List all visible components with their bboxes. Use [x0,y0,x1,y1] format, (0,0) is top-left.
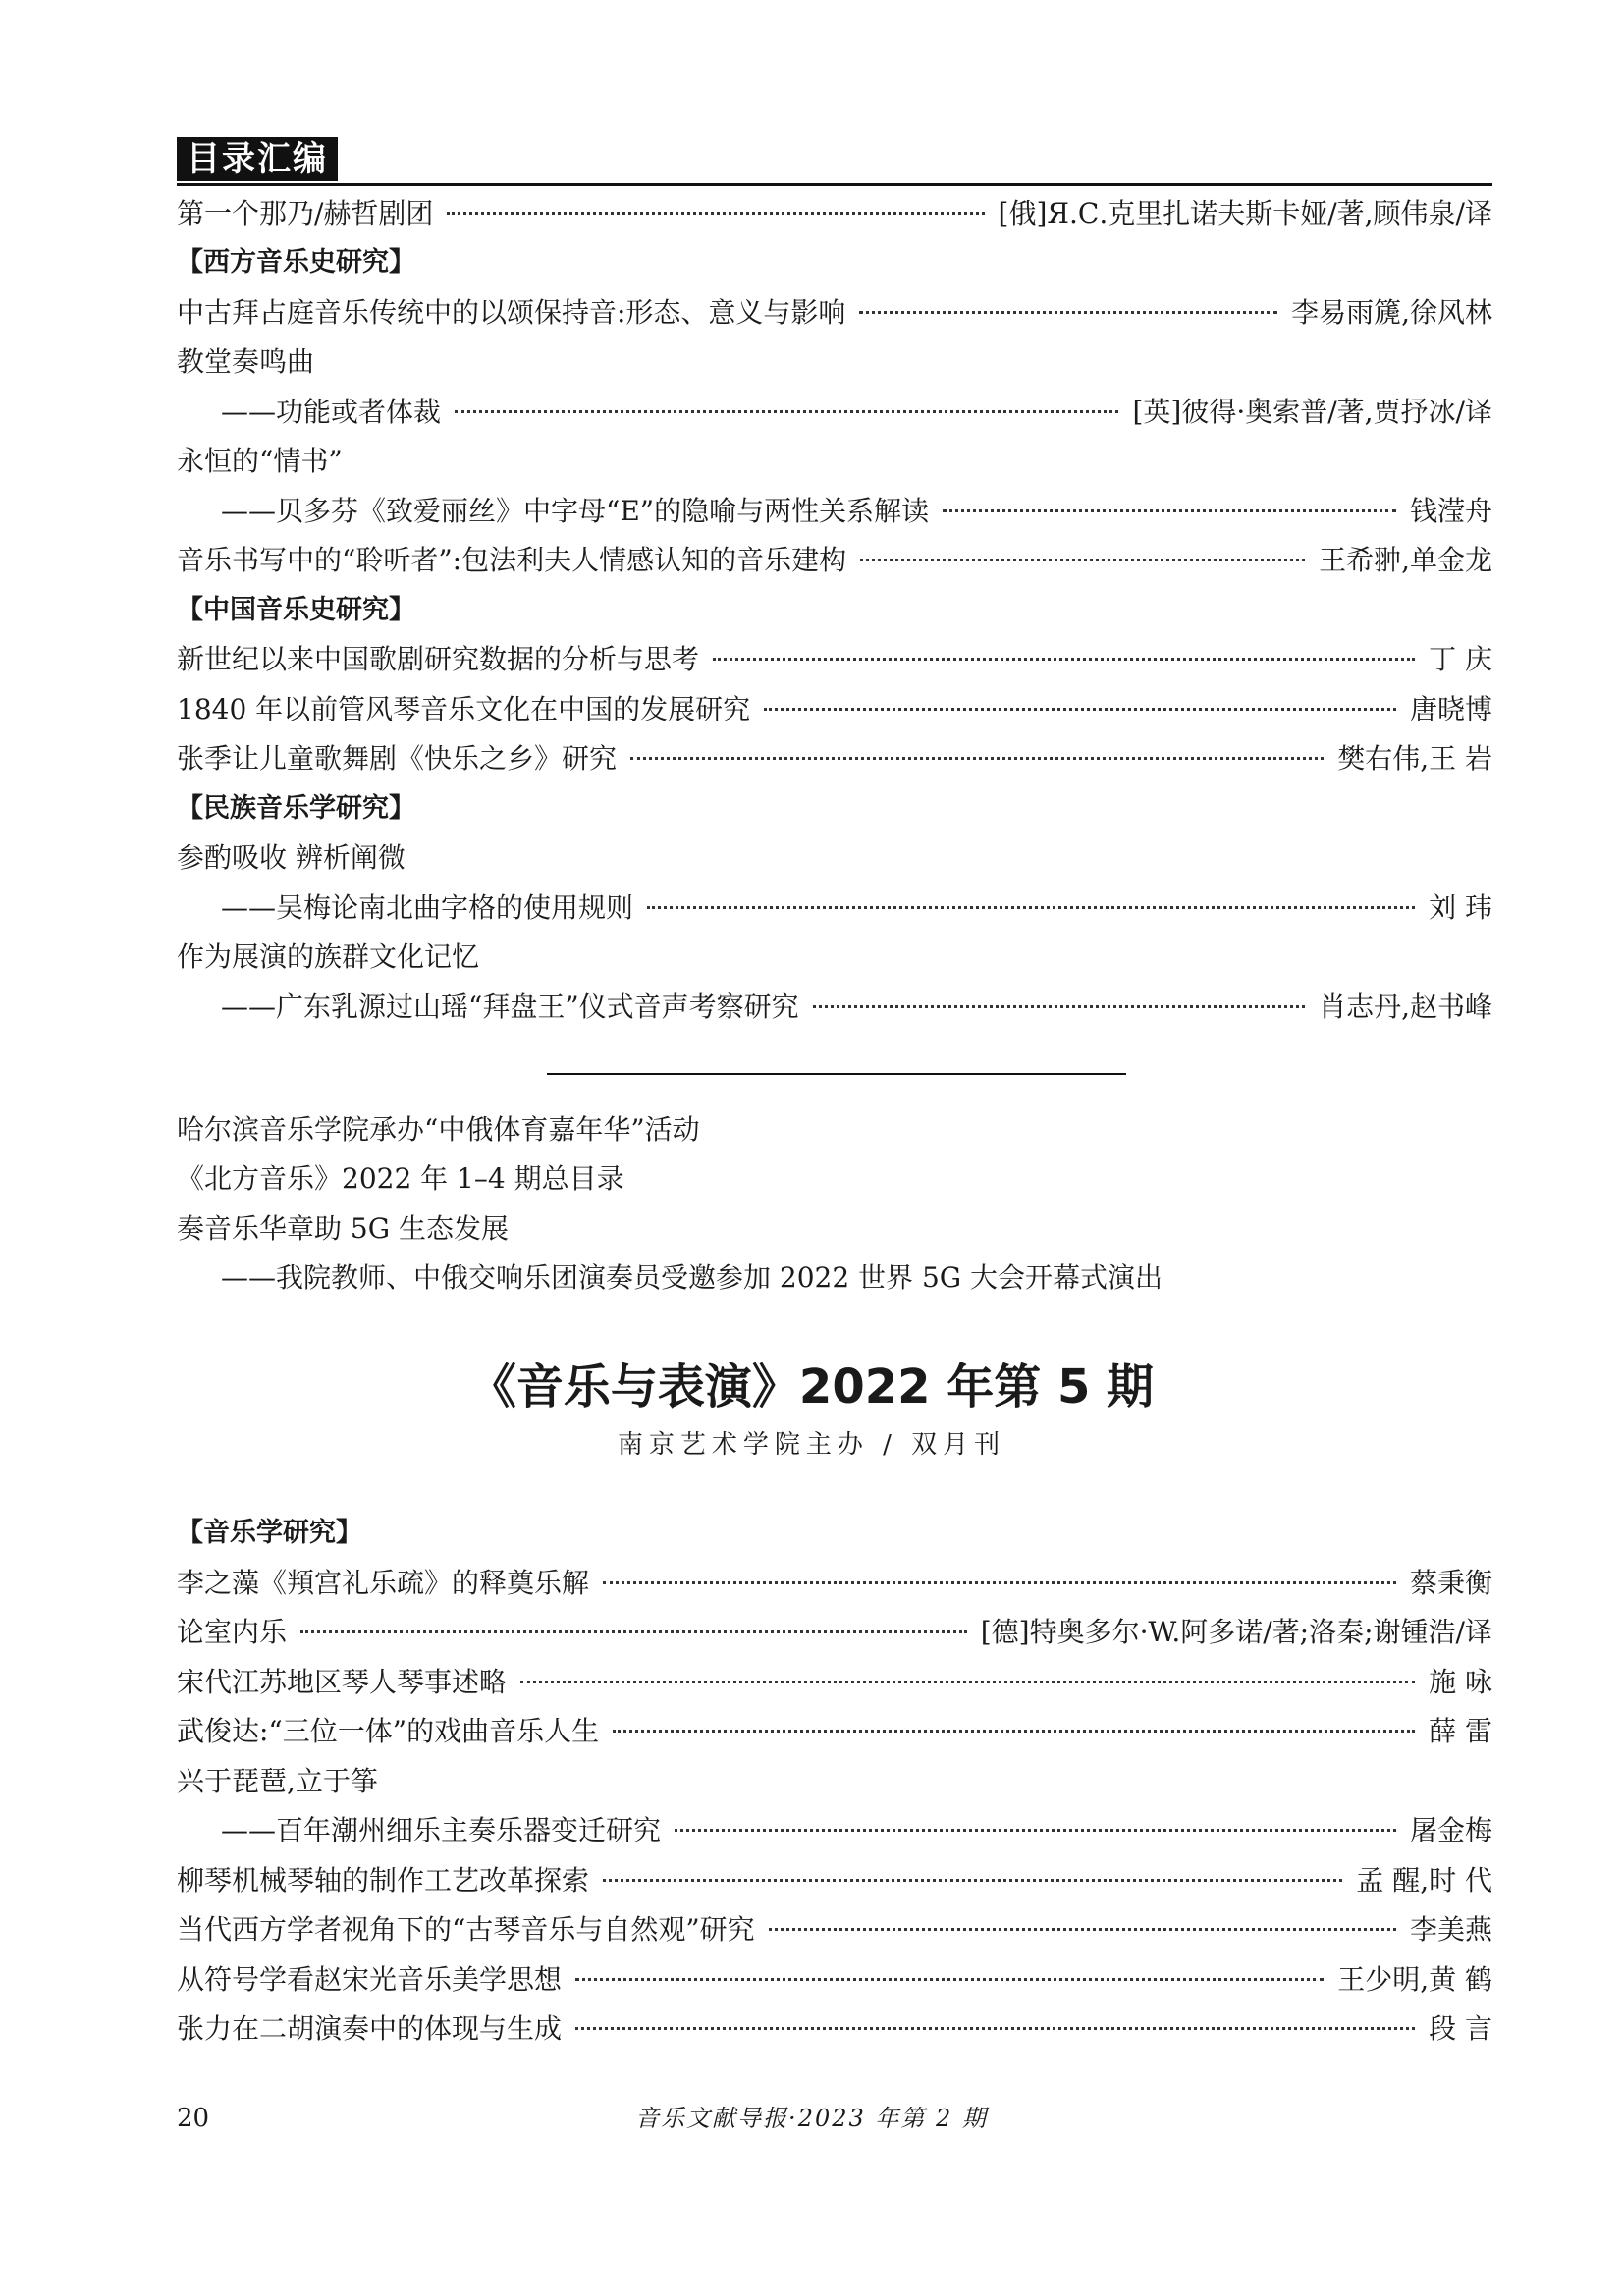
entry-title: 1840 年以前管风琴音乐文化在中国的发展研究 [177,693,751,725]
entry-author: 丁 庆 [1429,643,1492,675]
divider-rule [547,1073,1126,1075]
toc-entry [177,635,1492,684]
dot-leader [764,708,1396,711]
entry-title: 新世纪以来中国歌剧研究数据的分析与思考 [177,643,700,675]
toc-entry [177,189,1492,239]
entry-main-title: 参酌吸收 辨析阐微 [177,841,406,874]
toc-entry-subtitle [221,883,1492,933]
entry-title: 李之藻《頖宫礼乐疏》的释奠乐解 [177,1567,590,1599]
entry-title: 从符号学看赵宋光音乐美学思想 [177,1963,563,1996]
dot-leader [813,1005,1305,1008]
dot-leader [447,212,984,215]
entry-author: 薛 雷 [1429,1715,1492,1747]
entry-title: 第一个那乃/赫哲剧团 [177,197,434,230]
toc-entry-subtitle [221,983,1492,1032]
toc-entry [177,536,1492,585]
entry-title: 当代西方学者视角下的“古琴音乐与自然观”研究 [177,1913,755,1946]
toc-entry [177,2004,1492,2054]
toc-entry-subtitle [221,388,1492,437]
toc-entry [177,1559,1492,1608]
note-line: 奏音乐华章助 5G 生态发展 [177,1212,509,1245]
section-heading: 【西方音乐史研究】 [177,247,415,278]
dot-leader [713,658,1415,661]
dot-leader [603,1879,1342,1882]
entry-title: ——百年潮州细乐主奏乐器变迁研究 [221,1814,662,1846]
entry-title: ——吴梅论南北曲字格的使用规则 [221,891,634,924]
entry-author: 樊右伟,王 岩 [1337,742,1492,774]
page-number: 20 [177,2104,210,2133]
entry-title: ——贝多芬《致爱丽丝》中字母“E”的隐喻与两性关系解读 [221,495,930,527]
section-heading: 【音乐学研究】 [177,1518,362,1548]
entry-title: 音乐书写中的“聆听者”:包法利夫人情感认知的音乐建构 [177,544,847,576]
toc-entry [177,685,1492,734]
entry-author: 刘 玮 [1429,891,1492,924]
dot-leader [769,1928,1396,1931]
toc-entry [177,1856,1492,1905]
section-heading: 【民族音乐学研究】 [177,793,415,824]
entry-author: 蔡秉衡 [1409,1567,1492,1599]
entry-author: 王希翀,单金龙 [1319,544,1492,576]
toc-entry-subtitle [221,1806,1492,1855]
journal-footer: 音乐文献导报·2023 年第 2 期 [635,2105,988,2132]
dot-leader [613,1730,1415,1733]
dot-leader [455,410,1118,413]
entry-author: 钱滢舟 [1409,495,1492,527]
dot-leader [300,1630,967,1633]
note-line: ——我院教师、中俄交响乐团演奏员受邀参加 2022 世界 5G 大会开幕式演出 [221,1261,1163,1294]
entry-author: 屠金梅 [1409,1814,1492,1846]
dot-leader [630,757,1324,760]
dot-leader [943,509,1396,512]
dot-leader [603,1581,1396,1584]
entry-title: 柳琴机械琴轴的制作工艺改革探索 [177,1864,590,1896]
entry-main-title: 教堂奏鸣曲 [177,346,315,378]
entry-title: 宋代江苏地区琴人琴事述略 [177,1666,508,1698]
dot-leader [860,559,1305,561]
note-line: 《北方音乐》2022 年 1–4 期总目录 [177,1162,624,1195]
entry-main-title: 作为展演的族群文化记忆 [177,940,480,973]
entry-author: 李易雨篪,徐风林 [1291,296,1492,329]
entry-title: 张季让儿童歌舞剧《快乐之乡》研究 [177,742,618,774]
entry-main-title: 永恒的“情书” [177,445,343,477]
entry-author: 施 咏 [1429,1666,1492,1698]
entry-author: 段 言 [1429,2012,1492,2045]
dot-leader [575,1978,1324,1981]
entry-author: 王少明,黄 鹤 [1337,1963,1492,1996]
entry-author: [德]特奥多尔·W.阿多诺/著;洛秦;谢锺浩/译 [980,1616,1492,1648]
entry-title: ——功能或者体裁 [221,396,442,428]
toc-entry [177,1608,1492,1657]
toc-entry [177,734,1492,783]
entry-title: 论室内乐 [177,1616,288,1648]
dot-leader [575,2027,1415,2030]
header-rule [177,183,1492,186]
dot-leader [520,1681,1415,1683]
magazine-title: 《音乐与表演》2022 年第 5 期 [468,1360,1155,1415]
entry-main-title: 兴于琵琶,立于筝 [177,1765,378,1797]
dot-leader [675,1829,1396,1832]
entry-title: ——广东乳源过山瑶“拜盘王”仪式音声考察研究 [221,990,799,1023]
dot-leader [647,906,1415,909]
entry-author: 唐晓博 [1409,693,1492,725]
toc-entry [177,1658,1492,1707]
entry-author: 李美燕 [1409,1913,1492,1946]
note-line: 哈尔滨音乐学院承办“中俄体育嘉年华”活动 [177,1113,700,1146]
entry-title: 中古拜占庭音乐传统中的以颂保持音:形态、意义与影响 [177,296,846,329]
entry-title: 张力在二胡演奏中的体现与生成 [177,2012,563,2045]
toc-entry [177,1707,1492,1756]
entry-author: [俄]Я.С.克里扎诺夫斯卡娅/著,顾伟泉/译 [998,197,1492,230]
entry-author: 孟 醒,时 代 [1356,1864,1492,1896]
magazine-subtitle: 南京艺术学院主办 / 双月刊 [617,1430,1006,1460]
dot-leader [859,311,1277,314]
toc-entry-subtitle [221,487,1492,536]
entry-title: 武俊达:“三位一体”的戏曲音乐人生 [177,1715,600,1747]
toc-entry [177,1955,1492,2004]
entry-author: 肖志丹,赵书峰 [1319,990,1492,1023]
toc-entry [177,1905,1492,1954]
toc-entry [177,289,1492,338]
entry-author: [英]彼得·奥索普/著,贾抒冰/译 [1132,396,1492,428]
section-header-badge: 目录汇编 [177,137,338,181]
section-heading: 【中国音乐史研究】 [177,595,415,625]
